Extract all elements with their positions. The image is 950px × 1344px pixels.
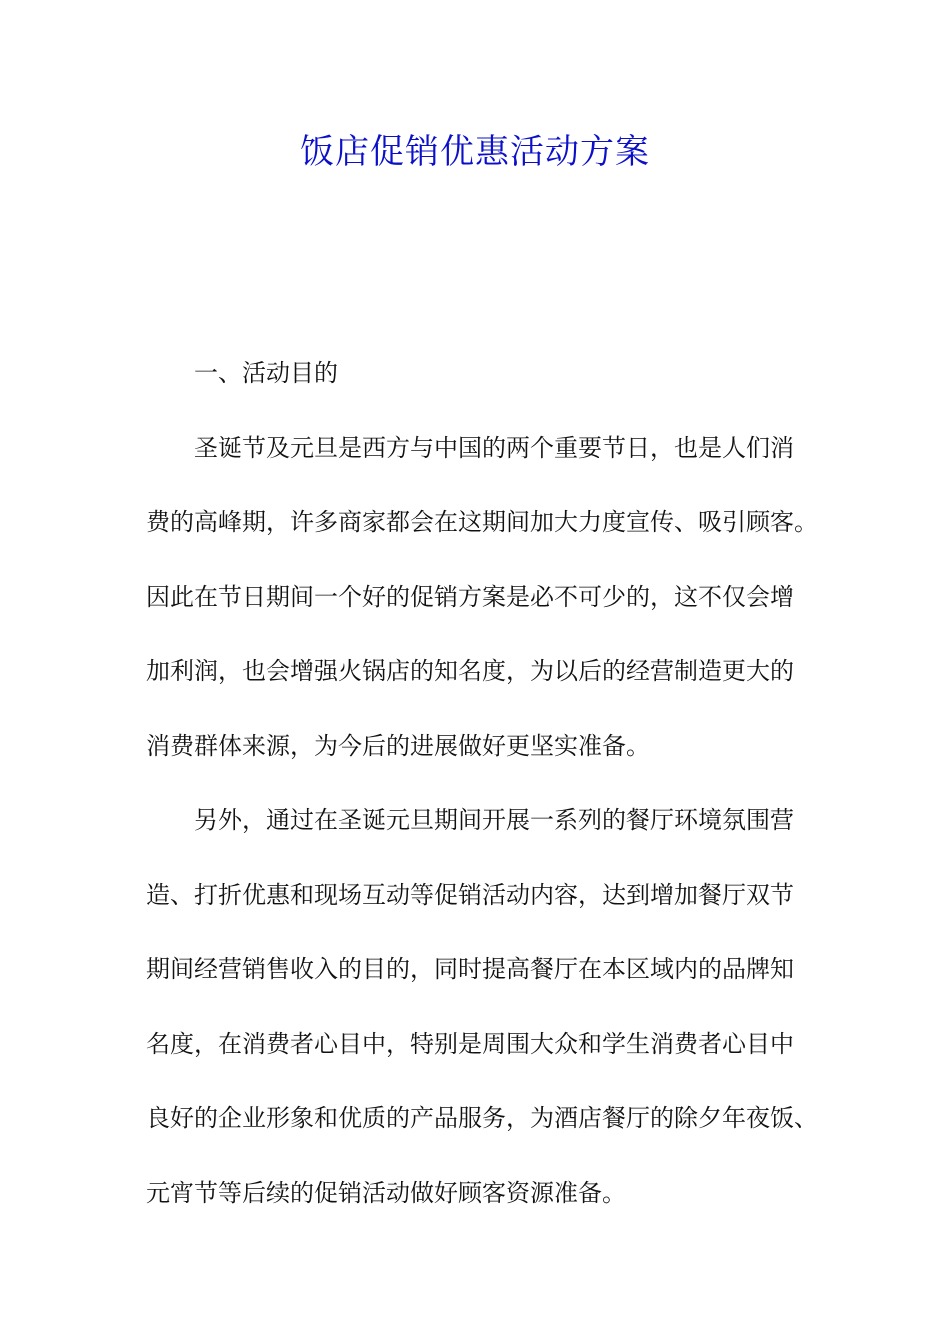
section-heading: 一、活动目的	[194, 359, 338, 387]
paragraph-line: 元宵节等后续的促销活动做好顾客资源准备。	[146, 1178, 626, 1207]
paragraph-line: 良好的企业形象和优质的产品服务，为酒店餐厅的除夕年夜饭、	[146, 1104, 818, 1132]
paragraph-line: 期间经营销售收入的目的，同时提高餐厅在本区域内的品牌知	[146, 955, 794, 983]
document-title: 饭店促销优惠活动方案	[300, 132, 650, 172]
paragraph-line: 加利润，也会增强火锅店的知名度，为以后的经营制造更大的	[146, 657, 794, 685]
document-body	[146, 336, 821, 1230]
paragraph-line: 消费群体来源，为今后的进展做好更坚实准备。	[146, 731, 650, 760]
paragraph-line: 名度，在消费者心目中，特别是周围大众和学生消费者心目中	[146, 1029, 794, 1058]
paragraph-purpose	[146, 411, 821, 784]
paragraph-line: 费的高峰期，许多商家都会在这期间加大力度宣传、吸引顾客。	[146, 508, 818, 536]
paragraph-additional	[146, 783, 821, 1230]
paragraph-line: 造、打折优惠和现场互动等促销活动内容，达到增加餐厅双节	[146, 880, 794, 909]
paragraph-line: 圣诞节及元旦是西方与中国的两个重要节日，也是人们消	[194, 433, 794, 462]
paragraph-line: 另外，通过在圣诞元旦期间开展一系列的餐厅环境氛围营	[194, 806, 794, 834]
paragraph-line: 因此在节日期间一个好的促销方案是必不可少的，这不仅会增	[146, 582, 794, 611]
